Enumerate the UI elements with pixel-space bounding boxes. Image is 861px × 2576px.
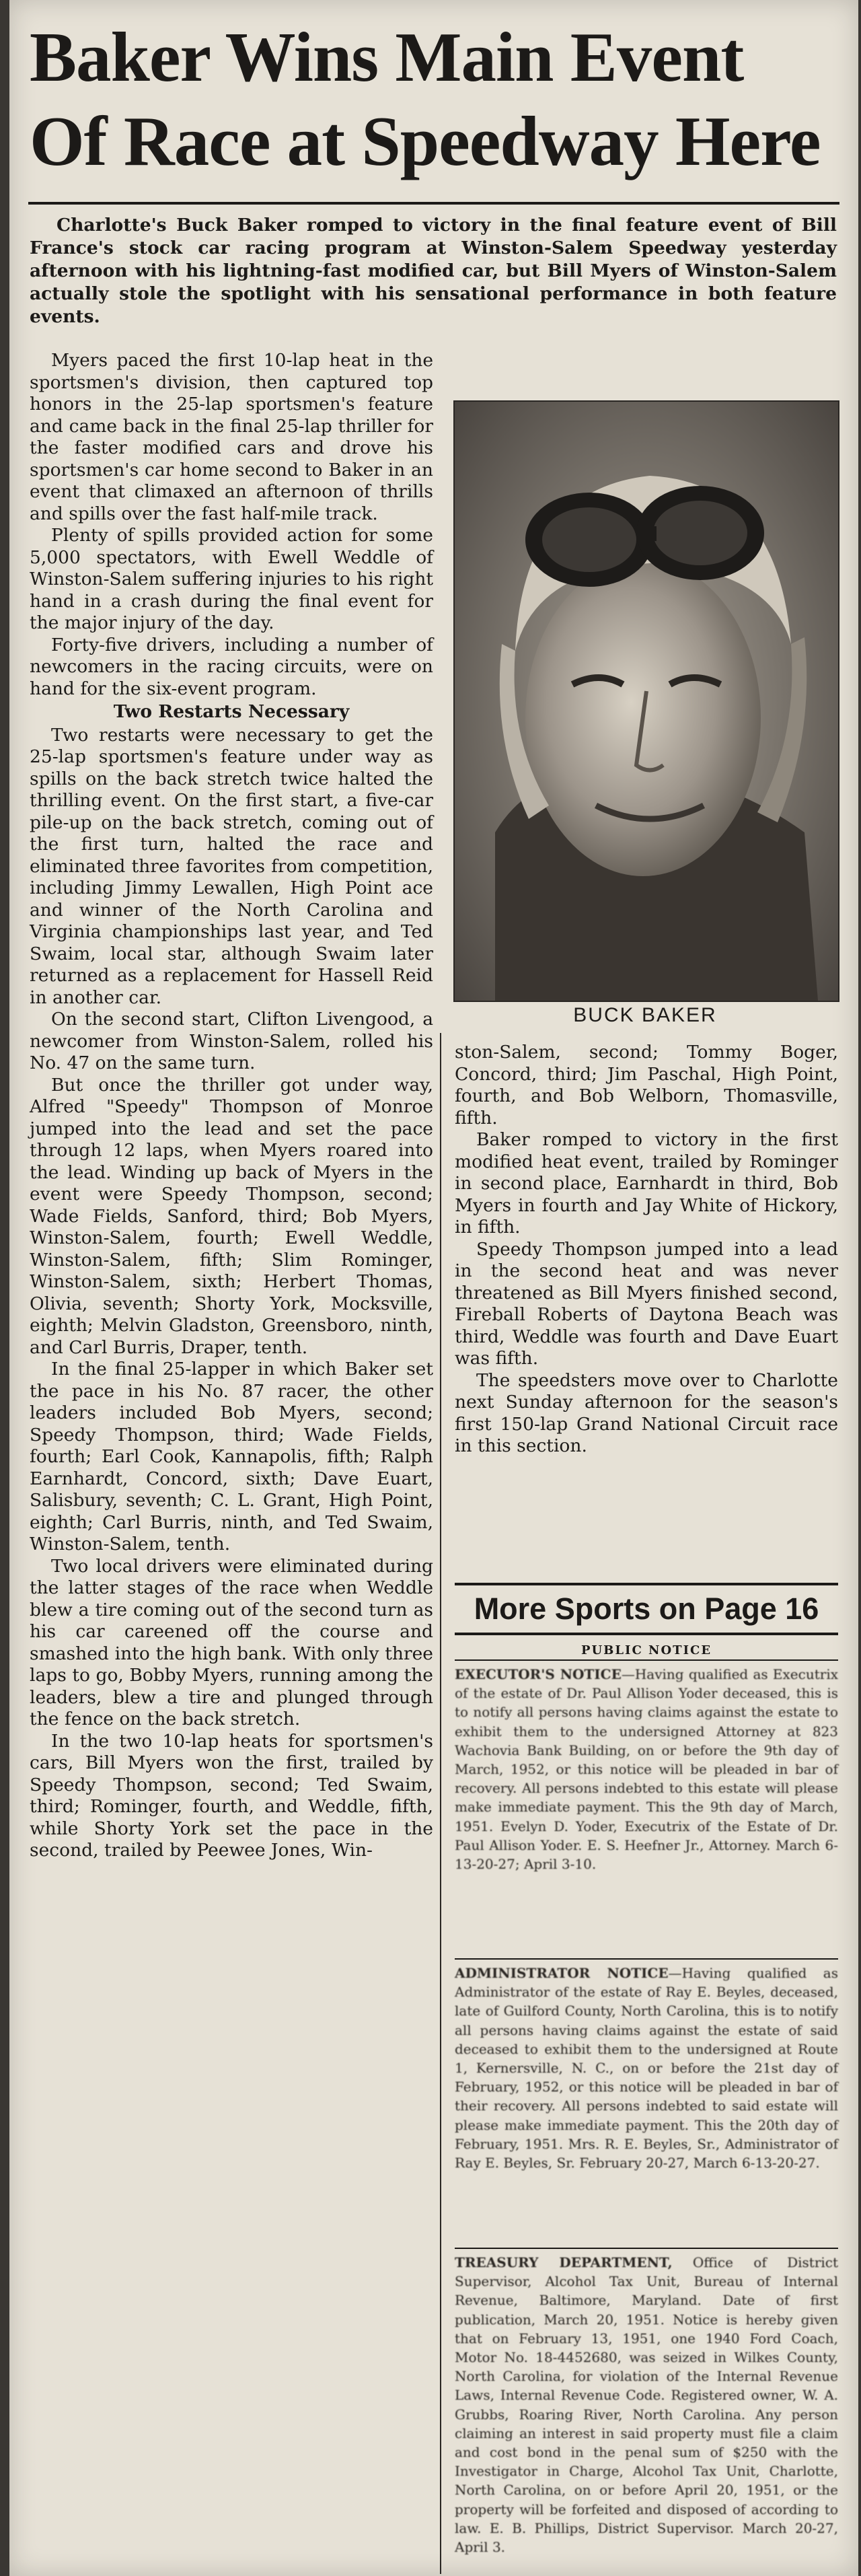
- executor-notice-body: —Having qualified as Executrix of the estate of Dr. Paul Allison Yoder deceased, this is to notify all persons having claims against the estate to exhibit them to the undersigned Attorney at 823 Wachovia Bank Building, on or before the 9th day of March, 1952, or this notice will be pleaded in bar of recovery. All persons indebted to this estate will please make immediate payment. This the 9th day of March, 1951. Evelyn D. Yoder, Executrix of the Estate of Dr. Paul Allison Yoder. E. S. Heefner Jr., Attorney. March 6-13-20-27; April 3-10.: [455, 1666, 838, 1873]
- article-paragraph-2: Plenty of spills provided action for some 5,000 spectators, with Ewell Weddle of Winston-Salem suffering injuries to his right hand in a crash during the final event for the major injury of the day.: [30, 525, 433, 633]
- article-paragraph-11: Baker romped to victory in the first modified heat event, trailed by Rominger in second place, Earnhardt in third, Bob Myers in fourth and Jay White of Hickory, in fifth.: [455, 1129, 838, 1238]
- lead-paragraph: [30, 214, 837, 328]
- buck-baker-photo: [453, 400, 839, 1002]
- treasury-notice: [455, 2253, 838, 2556]
- article-paragraph-9: In the two 10-lap heats for sportsmen's cars, Bill Myers won the first, trailed by Speedy Thompson, second; Ted Swaim, third; Rominger, fourth, and Weddle, fifth, while Shorty York set the pace in the second, trailed by Peewee Jones, Win-: [30, 1730, 433, 1861]
- article-paragraph-3: Forty-five drivers, including a number of newcomers in the racing circuits, were on hand for the six-event program.: [30, 634, 433, 699]
- headline-line-2: Of Race at Speedway Here: [30, 102, 821, 180]
- notice-divider-2: [455, 2248, 838, 2249]
- executor-notice: [455, 1665, 838, 1873]
- article-paragraph-7: In the final 25-lapper in which Baker set the pace in his No. 87 racer, the other leaders included Bob Myers, second; Speedy Thompson, third; Wade Fields, fourth; Earl Cook, Kannapolis, fifth; Ralph Earnhardt, Concord, sixth; Dave Euart, Salisbury, seventh; C. L. Grant, High Point, eighth; Carl Burris, ninth, and Ted Swaim, Winston-Salem, tenth.: [30, 1359, 433, 1554]
- portrait-image: [455, 402, 838, 1001]
- public-notice-header: PUBLIC NOTICE: [455, 1642, 838, 1661]
- headline-line-1: Baker Wins Main Event: [30, 17, 744, 96]
- article-column-left: [30, 350, 433, 1862]
- treasury-notice-heading: TREASURY DEPARTMENT,: [455, 2254, 673, 2270]
- notice-divider-1: [455, 1958, 838, 1960]
- article-paragraph-4: Two restarts were necessary to get the 25-lap sportsmen's feature under way as spills on the back stretch twice halted the thrilling event. On the first start, a five-car pile-up on the back stretch, coming out of the first turn, halted the race and eliminated three favorites from competition, including Jimmy Lewallen, High Point ace and winner of the North Carolina and Virginia championships last year, and Ted Swaim, local star, although Swaim later returned as a replacement for Hassell Reid in another car.: [30, 724, 433, 1008]
- administrator-notice-body: —Having qualified as Administrator of the estate of Ray E. Beyles, deceased, late of Guilford County, North Carolina, this is to notify all persons having claims against the estate of said deceased to exhibit them to the undersigned at Route 1, Kernersville, N. C., on or before the 21st day of February, 1952, or this notice will be pleaded in bar of their recovery. All persons indebted to said estate will please make immediate payment. This the 20th day of February, 1951. Mrs. R. E. Beyles, Sr., Administrator of Ray E. Beyles, Sr. February 20-27, March 6-13-20-27.: [455, 1965, 838, 2172]
- article-paragraph-8: Two local drivers were eliminated during the latter stages of the race when Weddle blew a tire coming out of the second turn as his car careened off the course and smashed into the high bank. With only three laps to go, Bobby Myers, running among the leaders, blew a tire and plunged through the fence on the back stretch.: [30, 1555, 433, 1729]
- treasury-notice-body: Office of District Supervisor, Alcohol Tax Unit, Bureau of Internal Revenue, Baltimore, Maryland. Date of first publication, March 20, 1951. Notice is hereby given that on February 13, 1951, one 1940 Ford Coach, Motor No. 18-4452680, was seized in Wilkes County, North Carolina, for violation of the Internal Revenue Laws, Internal Revenue Code. Registered owner, W. A. Grubbs, Roaring River, North Carolina. Any person claiming an interest in said property must file a claim and cost bond in the penal sum of $250 with the Investigator in Charge, Alcohol Tax Unit, Charlotte, North Carolina, on or before April 20, 1951, or the property will be forfeited and disposed of according to law. E. B. Phillips, District Supervisor. March 20-27, April 3.: [455, 2254, 839, 2556]
- headline: [30, 15, 837, 183]
- newspaper-clipping: [9, 0, 858, 2576]
- article-paragraph-10: ston-Salem, second; Tommy Boger, Concord, third; Jim Paschal, High Point, fourth, and Bob Welborn, Thomasville, fifth.: [455, 1042, 838, 1129]
- headline-rule: [28, 202, 839, 205]
- photo-caption: BUCK BAKER: [573, 1004, 717, 1026]
- subhead: Two Restarts Necessary: [113, 701, 350, 722]
- article-paragraph-6: But once the thriller got under way, Alfred "Speedy" Thompson of Monroe jumped into the lead and set the pace through 12 laps, when Myers roared into the lead. Winding up back of Myers in the event were Speedy Thompson, second; Wade Fields, Sanford, third; Bob Myers, Winston-Salem, fourth; Ewell Weddle, Winston-Salem, fifth; Slim Rominger, Winston-Salem, sixth; Herbert Thomas, Olivia, seventh; Shorty York, Mocksville, eighth; Melvin Gladston, Greensboro, ninth, and Carl Burris, Draper, tenth.: [30, 1074, 433, 1358]
- article-paragraph-5: On the second start, Clifton Livengood, a newcomer from Winston-Salem, rolled his No. 47 on the same turn.: [30, 1009, 433, 1073]
- lead-text: Charlotte's Buck Baker romped to victory in the final feature event of Bill France's stock car racing program at Winston-Salem Speedway yesterday afternoon with his lightning-fast modified car, but Bill Myers of Winston-Salem actually stole the spotlight with his sensational performance in both feature events.: [30, 215, 837, 327]
- executor-notice-heading: EXECUTOR'S NOTICE: [455, 1666, 622, 1682]
- article-paragraph-12: Speedy Thompson jumped into a lead in the second heat and was never threatened as Bill Myers finished second, Fireball Roberts of Daytona Beach was third, Weddle was fourth and Dave Euart was fifth.: [455, 1238, 838, 1369]
- article-paragraph-1: Myers paced the first 10-lap heat in the sportsmen's division, then captured top honors in the 25-lap sportsmen's feature and came back in the final 25-lap thriller for the faster modified cars and drove his sportsmen's car home second to Baker in an event that climaxed an afternoon of thrills and spills over the fast half-mile track.: [30, 350, 433, 524]
- article-paragraph-13: The speedsters move over to Charlotte next Sunday afternoon for the season's first 150-lap Grand National Circuit race in this section.: [455, 1369, 838, 1456]
- column-divider: [440, 1033, 441, 2574]
- administrator-notice: [455, 1964, 838, 2172]
- article-column-right: [455, 1042, 838, 1458]
- more-sports-banner: More Sports on Page 16: [455, 1583, 838, 1635]
- administrator-notice-heading: ADMINISTRATOR NOTICE: [455, 1965, 669, 1981]
